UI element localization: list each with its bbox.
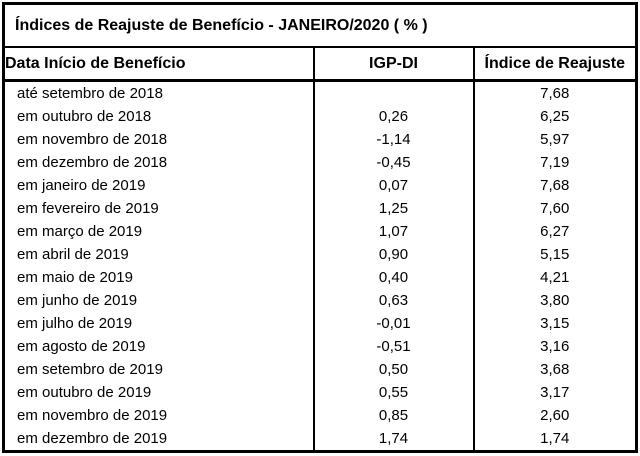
- cell-igp-di: 0,85: [314, 404, 474, 427]
- table-row: [4, 266, 637, 289]
- cell-data-inicio: em dezembro de 2019: [17, 430, 168, 447]
- cell-data-inicio: em maio de 2019: [17, 269, 133, 286]
- cell-indice-reajuste: 7,68: [474, 174, 637, 197]
- cell-igp-di: 0,55: [314, 381, 474, 404]
- cell-data-inicio: em junho de 2019: [17, 292, 138, 309]
- cell-data-inicio: em novembro de 2019: [17, 407, 168, 424]
- cell-data-inicio: em janeiro de 2019: [17, 177, 146, 194]
- cell-data-inicio: em agosto de 2019: [17, 338, 146, 355]
- table-row: [4, 358, 637, 381]
- column-header-data-inicio: Data Início de Benefício: [4, 47, 314, 81]
- cell-data-inicio: até setembro de 2018: [17, 85, 163, 102]
- cell-data-inicio: em setembro de 2019: [17, 361, 163, 378]
- table-row: [4, 243, 637, 266]
- cell-igp-di: -0,45: [314, 151, 474, 174]
- cell-data-inicio: em março de 2019: [17, 223, 143, 240]
- cell-indice-reajuste: 3,68: [474, 358, 637, 381]
- cell-indice-reajuste: 1,74: [474, 427, 637, 452]
- cell-igp-di: 1,07: [314, 220, 474, 243]
- table-title-row: [4, 4, 637, 48]
- cell-indice-reajuste: 3,15: [474, 312, 637, 335]
- cell-data-inicio: em outubro de 2018: [17, 108, 152, 125]
- cell-igp-di: 0,40: [314, 266, 474, 289]
- cell-data-inicio: em dezembro de 2018: [17, 154, 168, 171]
- table-title: Índices de Reajuste de Benefício - JANEIRO/2020 ( % ): [4, 4, 637, 48]
- cell-indice-reajuste: 6,25: [474, 105, 637, 128]
- table-row: [4, 427, 637, 452]
- cell-igp-di: 0,50: [314, 358, 474, 381]
- cell-igp-di: 0,63: [314, 289, 474, 312]
- cell-data-inicio: em outubro de 2019: [17, 384, 152, 401]
- table-row: [4, 289, 637, 312]
- cell-igp-di: -0,51: [314, 335, 474, 358]
- table-row: [4, 174, 637, 197]
- table-row: [4, 105, 637, 128]
- cell-igp-di: -0,01: [314, 312, 474, 335]
- table-row: [4, 381, 637, 404]
- cell-igp-di: -1,14: [314, 128, 474, 151]
- cell-indice-reajuste: 5,15: [474, 243, 637, 266]
- table-header-row: [4, 47, 637, 81]
- table-row: [4, 81, 637, 106]
- cell-indice-reajuste: 7,19: [474, 151, 637, 174]
- table-row: [4, 197, 637, 220]
- table-row: [4, 335, 637, 358]
- table-row: [4, 151, 637, 174]
- cell-indice-reajuste: 3,17: [474, 381, 637, 404]
- cell-igp-di: 0,07: [314, 174, 474, 197]
- cell-indice-reajuste: 3,80: [474, 289, 637, 312]
- reajuste-table-container: [2, 2, 638, 453]
- cell-indice-reajuste: 5,97: [474, 128, 637, 151]
- cell-indice-reajuste: 2,60: [474, 404, 637, 427]
- column-header-igp-di: IGP-DI: [314, 47, 474, 81]
- cell-data-inicio: em abril de 2019: [17, 246, 129, 263]
- cell-igp-di: 1,25: [314, 197, 474, 220]
- cell-igp-di: 0,26: [314, 105, 474, 128]
- table-row: [4, 312, 637, 335]
- cell-data-inicio: em julho de 2019: [17, 315, 133, 332]
- table-row: [4, 220, 637, 243]
- table-row: [4, 128, 637, 151]
- cell-indice-reajuste: 7,60: [474, 197, 637, 220]
- cell-indice-reajuste: 4,21: [474, 266, 637, 289]
- cell-igp-di: [314, 81, 474, 106]
- cell-igp-di: 0,90: [314, 243, 474, 266]
- cell-data-inicio: em novembro de 2018: [17, 131, 168, 148]
- cell-data-inicio: em fevereiro de 2019: [17, 200, 159, 217]
- reajuste-table: [2, 2, 638, 453]
- cell-indice-reajuste: 3,16: [474, 335, 637, 358]
- cell-igp-di: 1,74: [314, 427, 474, 452]
- cell-indice-reajuste: 6,27: [474, 220, 637, 243]
- cell-indice-reajuste: 7,68: [474, 81, 637, 106]
- table-row: [4, 404, 637, 427]
- column-header-indice-reajuste: Índice de Reajuste: [474, 47, 637, 81]
